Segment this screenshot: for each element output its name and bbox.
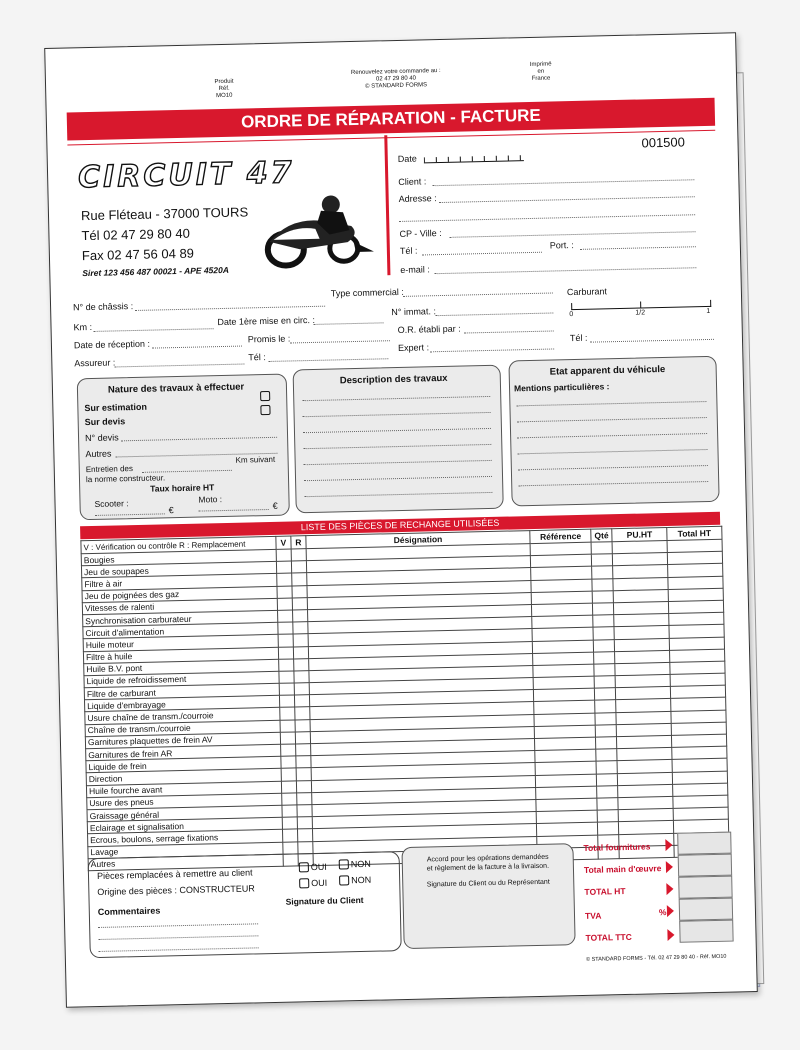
replace-cell[interactable] bbox=[298, 841, 313, 854]
company-logo: CIRCUIT 47 bbox=[77, 155, 295, 196]
qty-cell[interactable] bbox=[591, 542, 612, 555]
replace-cell[interactable] bbox=[297, 817, 312, 830]
qty-cell[interactable] bbox=[595, 700, 616, 713]
part-name: Eclairage et signalisation bbox=[87, 817, 282, 834]
km-field[interactable] bbox=[94, 328, 214, 332]
qty-cell[interactable] bbox=[594, 651, 615, 664]
part-name: Huile B.V. pont bbox=[84, 659, 279, 676]
qty-cell[interactable] bbox=[596, 761, 617, 774]
motorbike-rider-illustration bbox=[259, 190, 376, 273]
part-name: Bougies bbox=[81, 549, 276, 566]
comments-line[interactable] bbox=[98, 935, 258, 940]
comments-line[interactable] bbox=[98, 923, 258, 928]
km-next-label: Km suivant bbox=[235, 454, 276, 465]
address-field[interactable] bbox=[439, 196, 695, 203]
replace-cell[interactable] bbox=[292, 597, 307, 610]
expert-tel-label: Tél : bbox=[569, 332, 588, 344]
col-header-v: V bbox=[276, 536, 291, 549]
description-line[interactable] bbox=[302, 396, 490, 401]
total-ttc-arrow bbox=[667, 929, 674, 941]
promised-label: Promis le : bbox=[247, 333, 291, 345]
replace-cell[interactable] bbox=[294, 695, 309, 708]
vat-percent: % bbox=[658, 907, 667, 918]
printed-in: Imprimé en France bbox=[529, 61, 552, 82]
replaced-parts-box bbox=[88, 851, 402, 958]
qty-cell[interactable] bbox=[593, 603, 614, 616]
description-box bbox=[293, 365, 504, 514]
description-line[interactable] bbox=[304, 492, 492, 497]
condition-line[interactable] bbox=[518, 481, 708, 486]
qty-cell[interactable] bbox=[594, 688, 615, 701]
qty-cell[interactable] bbox=[594, 664, 615, 677]
mobile-field[interactable] bbox=[580, 246, 696, 250]
total-labor-field[interactable] bbox=[678, 854, 732, 877]
verify-cell[interactable] bbox=[280, 720, 295, 733]
norm-label: la norme constructeur. bbox=[85, 473, 166, 485]
verify-cell[interactable] bbox=[282, 805, 297, 818]
total-supplies-field[interactable] bbox=[677, 832, 731, 855]
col-header-unit-price: PU.HT bbox=[612, 527, 667, 541]
part-name: Vitesses de ralenti bbox=[82, 598, 277, 615]
replace-cell[interactable] bbox=[294, 671, 309, 684]
type-label: Type commercial : bbox=[330, 286, 404, 299]
replace-cell[interactable] bbox=[292, 610, 307, 623]
col-header-r: R bbox=[291, 536, 306, 549]
parts-body bbox=[81, 539, 729, 873]
replace-cell[interactable] bbox=[295, 719, 310, 732]
qty-cell[interactable] bbox=[591, 554, 612, 567]
part-name: Filtre à huile bbox=[83, 647, 278, 664]
verify-cell[interactable] bbox=[278, 622, 293, 635]
part-name: Jeu de soupapes bbox=[81, 562, 276, 579]
description-line[interactable] bbox=[304, 476, 492, 481]
client-field[interactable] bbox=[432, 179, 694, 186]
condition-title: Etat apparent du véhicule bbox=[549, 363, 666, 378]
qty-cell[interactable] bbox=[596, 737, 617, 750]
insurer-label: Assureur : bbox=[74, 357, 116, 369]
verify-cell[interactable] bbox=[281, 768, 296, 781]
product-ref: Produit Réf. MO10 bbox=[214, 78, 234, 100]
verify-cell[interactable] bbox=[278, 634, 293, 647]
address-field-line2[interactable] bbox=[399, 214, 695, 222]
total-labor-arrow bbox=[666, 861, 673, 873]
client-tel-field[interactable] bbox=[422, 252, 542, 256]
condition-line[interactable] bbox=[518, 449, 708, 454]
client-signature-label: Signature du Client bbox=[285, 894, 364, 907]
maintenance-field[interactable] bbox=[142, 470, 232, 473]
total-ht-arrow bbox=[666, 883, 673, 895]
qty-cell[interactable] bbox=[597, 810, 618, 823]
verify-cell[interactable] bbox=[280, 744, 295, 757]
form-sheet bbox=[44, 32, 758, 1007]
replace-cell[interactable] bbox=[293, 658, 308, 671]
col-header-reference: Référence bbox=[530, 529, 591, 543]
company-tel: Tél 02 47 29 80 40 bbox=[81, 225, 191, 244]
company-fax: Fax 02 47 56 04 89 bbox=[81, 245, 195, 264]
chassis-field[interactable] bbox=[135, 306, 325, 311]
qty-cell[interactable] bbox=[592, 590, 613, 603]
footer-credit: © STANDARD FORMS - Tél. 02 47 29 80 40 - Réf. MO10 bbox=[585, 953, 727, 963]
part-name: Chaîne de transm./courroie bbox=[85, 720, 280, 737]
origin-no-checkbox[interactable] bbox=[339, 875, 349, 885]
part-name: Filtre à air bbox=[82, 574, 277, 591]
part-name: Garnitures plaquettes de frein AV bbox=[85, 732, 280, 749]
replace-cell[interactable] bbox=[293, 634, 308, 647]
qty-cell[interactable] bbox=[597, 798, 618, 811]
parts-table bbox=[80, 526, 729, 871]
replaced-yes-checkbox[interactable] bbox=[299, 862, 309, 872]
promised-field[interactable] bbox=[290, 340, 390, 343]
verify-cell[interactable] bbox=[280, 707, 295, 720]
origin-label: Origine des pièces : CONSTRUCTEUR bbox=[97, 883, 255, 897]
date-label: Date bbox=[397, 153, 417, 164]
chassis-label: N° de châssis : bbox=[72, 301, 134, 313]
qty-cell[interactable] bbox=[595, 724, 616, 737]
condition-line[interactable] bbox=[517, 433, 707, 438]
or-by-label: O.R. établi par : bbox=[397, 323, 461, 336]
col-header-designation: Désignation bbox=[306, 531, 531, 549]
part-name: Direction bbox=[86, 769, 281, 786]
fuel-gauge-0: 0 bbox=[569, 311, 574, 319]
part-name: Garnitures de frein AR bbox=[86, 744, 281, 761]
header-divider bbox=[384, 135, 390, 275]
km-label: Km : bbox=[73, 321, 93, 333]
condition-line[interactable] bbox=[518, 465, 708, 470]
replaced-no-checkbox[interactable] bbox=[339, 859, 349, 869]
plate-label: N° immat. : bbox=[391, 306, 436, 318]
reception-label: Date de réception : bbox=[73, 338, 151, 351]
insurer-field[interactable] bbox=[114, 364, 244, 368]
replace-cell[interactable] bbox=[292, 585, 307, 598]
replace-cell[interactable] bbox=[293, 622, 308, 635]
email-field[interactable] bbox=[434, 267, 696, 274]
plate-field[interactable] bbox=[435, 312, 553, 316]
replace-cell[interactable] bbox=[296, 768, 311, 781]
col-header-total: Total HT bbox=[667, 526, 722, 540]
qty-cell[interactable] bbox=[593, 615, 614, 628]
replace-cell[interactable] bbox=[291, 561, 306, 574]
total-ttc-field[interactable] bbox=[679, 920, 733, 943]
verify-cell[interactable] bbox=[282, 817, 297, 830]
parts-banner: LISTE DES PIÈCES DE RECHANGE UTILISÉES bbox=[80, 512, 720, 540]
replace-cell[interactable] bbox=[292, 573, 307, 586]
description-title: Description des travaux bbox=[339, 372, 448, 387]
expert-field[interactable] bbox=[430, 348, 554, 352]
total-labor-label: Total main d'œuvre bbox=[583, 863, 662, 875]
comments-label: Commentaires bbox=[97, 905, 161, 917]
verify-cell[interactable] bbox=[277, 586, 292, 599]
reorder-note: Renouvelez votre commande au : 02 47 29 80 40 © STANDARD FORMS bbox=[350, 67, 441, 90]
quote-label: Sur devis bbox=[84, 416, 126, 428]
notes-label: Mentions particulières : bbox=[513, 381, 610, 394]
moto-euro: € bbox=[272, 500, 278, 511]
col-header-qty: Qté bbox=[591, 529, 612, 542]
scooter-rate-field[interactable] bbox=[95, 513, 165, 516]
qty-cell[interactable] bbox=[597, 785, 618, 798]
verify-cell[interactable] bbox=[283, 841, 298, 854]
origin-yes-label: OUI bbox=[311, 877, 328, 889]
description-line[interactable] bbox=[303, 428, 491, 433]
part-name: Synchronisation carburateur bbox=[83, 610, 278, 627]
city-field[interactable] bbox=[450, 231, 696, 238]
origin-yes-checkbox[interactable] bbox=[299, 878, 309, 888]
scooter-label: Scooter : bbox=[94, 498, 129, 509]
replace-cell[interactable] bbox=[297, 805, 312, 818]
company-siret: Siret 123 456 487 00021 - APE 4520A bbox=[82, 264, 230, 279]
condition-line[interactable] bbox=[517, 417, 707, 422]
replaced-yes-label: OUI bbox=[310, 861, 327, 873]
address-label: Adresse : bbox=[398, 193, 437, 204]
total-ht-label: TOTAL HT bbox=[584, 886, 626, 897]
fuel-gauge-half: 1/2 bbox=[635, 309, 646, 317]
qty-cell[interactable] bbox=[598, 822, 619, 835]
part-name: Autres bbox=[88, 854, 283, 871]
other-label: Autres bbox=[85, 448, 112, 460]
replace-cell[interactable] bbox=[291, 549, 306, 562]
replace-cell[interactable] bbox=[297, 792, 312, 805]
invoice-number: 001500 bbox=[641, 134, 686, 151]
qty-cell[interactable] bbox=[596, 749, 617, 762]
qty-cell[interactable] bbox=[593, 627, 614, 640]
verify-cell[interactable] bbox=[279, 683, 294, 696]
qty-cell[interactable] bbox=[596, 773, 617, 786]
replace-cell[interactable] bbox=[294, 683, 309, 696]
vat-field[interactable] bbox=[679, 898, 733, 921]
part-name: Huile fourche avant bbox=[86, 781, 281, 798]
replace-cell[interactable] bbox=[296, 756, 311, 769]
verify-cell[interactable] bbox=[277, 598, 292, 611]
condition-line[interactable] bbox=[516, 401, 706, 406]
origin-no-label: NON bbox=[351, 874, 372, 886]
estimate-checkbox[interactable] bbox=[260, 391, 270, 401]
or-by-field[interactable] bbox=[464, 330, 554, 333]
email-label: e-mail : bbox=[400, 264, 430, 275]
maintenance-label: Entretien des bbox=[85, 464, 134, 475]
agreement-text: Accord pour les opérations demandées et règlement de la facture à la livraison. bbox=[426, 853, 550, 873]
city-label: CP - Ville : bbox=[399, 228, 442, 239]
qty-cell[interactable] bbox=[595, 712, 616, 725]
hourly-rate-label: Taux horaire HT bbox=[150, 482, 215, 494]
part-name: Circuit d'alimentation bbox=[83, 622, 278, 639]
agreement-box bbox=[401, 843, 575, 949]
fuel-label: Carburant bbox=[566, 286, 608, 298]
verify-cell[interactable] bbox=[278, 646, 293, 659]
estimate-label: Sur estimation bbox=[84, 401, 147, 414]
insurer-tel-label: Tél : bbox=[248, 352, 266, 363]
verify-cell[interactable] bbox=[279, 695, 294, 708]
qty-cell[interactable] bbox=[592, 578, 613, 591]
quote-number-label: N° devis bbox=[84, 432, 119, 444]
moto-rate-field[interactable] bbox=[199, 509, 269, 512]
col-header-check: V : Vérification ou contrôle R : Remplacement bbox=[81, 536, 276, 553]
part-name: Liquide de refroidissement bbox=[84, 671, 279, 688]
total-supplies-label: Total fournitures bbox=[583, 841, 651, 853]
first-reg-label: Date 1ère mise en circ. : bbox=[217, 314, 316, 328]
replace-cell[interactable] bbox=[295, 731, 310, 744]
type-field[interactable] bbox=[403, 292, 553, 296]
qty-cell[interactable] bbox=[594, 676, 615, 689]
first-reg-field[interactable] bbox=[314, 322, 384, 325]
vat-label: TVA bbox=[584, 910, 602, 921]
moto-label: Moto : bbox=[198, 494, 223, 505]
part-name: Jeu de poignées des gaz bbox=[82, 586, 277, 603]
description-line[interactable] bbox=[303, 412, 491, 417]
part-name: Graissage général bbox=[87, 805, 282, 822]
part-name: Liquide d'embrayage bbox=[85, 696, 280, 713]
part-name: Usure des pneus bbox=[87, 793, 282, 810]
fuel-gauge-mid-tick bbox=[640, 301, 641, 307]
description-line[interactable] bbox=[303, 444, 491, 449]
scooter-euro: € bbox=[168, 505, 174, 516]
verify-cell[interactable] bbox=[277, 610, 292, 623]
part-name: Lavage bbox=[88, 842, 283, 859]
replaced-parts-label: Pièces remplacées à remettre au client bbox=[96, 867, 253, 881]
insurer-tel-field[interactable] bbox=[268, 358, 388, 362]
verify-cell[interactable] bbox=[279, 659, 294, 672]
replace-cell[interactable] bbox=[297, 829, 312, 842]
verify-cell[interactable] bbox=[281, 756, 296, 769]
expert-tel-field[interactable] bbox=[590, 339, 714, 343]
expert-label: Expert : bbox=[397, 342, 430, 354]
verify-cell[interactable] bbox=[282, 829, 297, 842]
quote-checkbox[interactable] bbox=[260, 405, 270, 415]
nature-box bbox=[77, 374, 290, 521]
part-name: Ecrous, boulons, serrage fixations bbox=[88, 830, 283, 847]
verify-cell[interactable] bbox=[276, 549, 291, 562]
form-title: ORDRE DE RÉPARATION - FACTURE bbox=[67, 98, 715, 141]
comments-line[interactable] bbox=[99, 947, 259, 952]
condition-box bbox=[508, 356, 719, 507]
replaced-no-label: NON bbox=[350, 858, 371, 870]
total-ttc-label: TOTAL TTC bbox=[585, 931, 632, 943]
part-name: Liquide de frein bbox=[86, 756, 281, 773]
client-label: Client : bbox=[398, 176, 427, 187]
verify-cell[interactable] bbox=[279, 671, 294, 684]
verify-cell[interactable] bbox=[282, 793, 297, 806]
part-name: Usure chaîne de transm./courroie bbox=[85, 708, 280, 725]
verify-cell[interactable] bbox=[281, 781, 296, 794]
total-supplies-arrow bbox=[665, 839, 672, 851]
verify-cell[interactable] bbox=[280, 732, 295, 745]
part-name: Filtre de carburant bbox=[84, 683, 279, 700]
part-name: Huile moteur bbox=[83, 635, 278, 652]
verify-cell[interactable] bbox=[276, 561, 291, 574]
replace-cell[interactable] bbox=[293, 646, 308, 659]
nature-title: Nature des travaux à effectuer bbox=[107, 381, 245, 396]
date-field[interactable] bbox=[424, 150, 524, 163]
verify-cell[interactable] bbox=[277, 573, 292, 586]
quote-number-field[interactable] bbox=[121, 437, 277, 442]
replace-cell[interactable] bbox=[295, 744, 310, 757]
qty-cell[interactable] bbox=[592, 566, 613, 579]
replace-cell[interactable] bbox=[296, 780, 311, 793]
qty-cell[interactable] bbox=[593, 639, 614, 652]
client-tel-label: Tél : bbox=[399, 245, 418, 256]
description-line[interactable] bbox=[304, 460, 492, 465]
fuel-gauge-full: 1 bbox=[706, 307, 711, 316]
vat-arrow bbox=[667, 905, 674, 917]
reception-field[interactable] bbox=[152, 346, 242, 349]
rep-signature-label: Signature du Client ou du Représentant bbox=[426, 878, 550, 889]
replace-cell[interactable] bbox=[295, 707, 310, 720]
mobile-label: Port. : bbox=[549, 240, 574, 251]
total-ht-field[interactable] bbox=[678, 876, 732, 899]
company-address: Rue Fléteau - 37000 TOURS bbox=[80, 204, 249, 224]
